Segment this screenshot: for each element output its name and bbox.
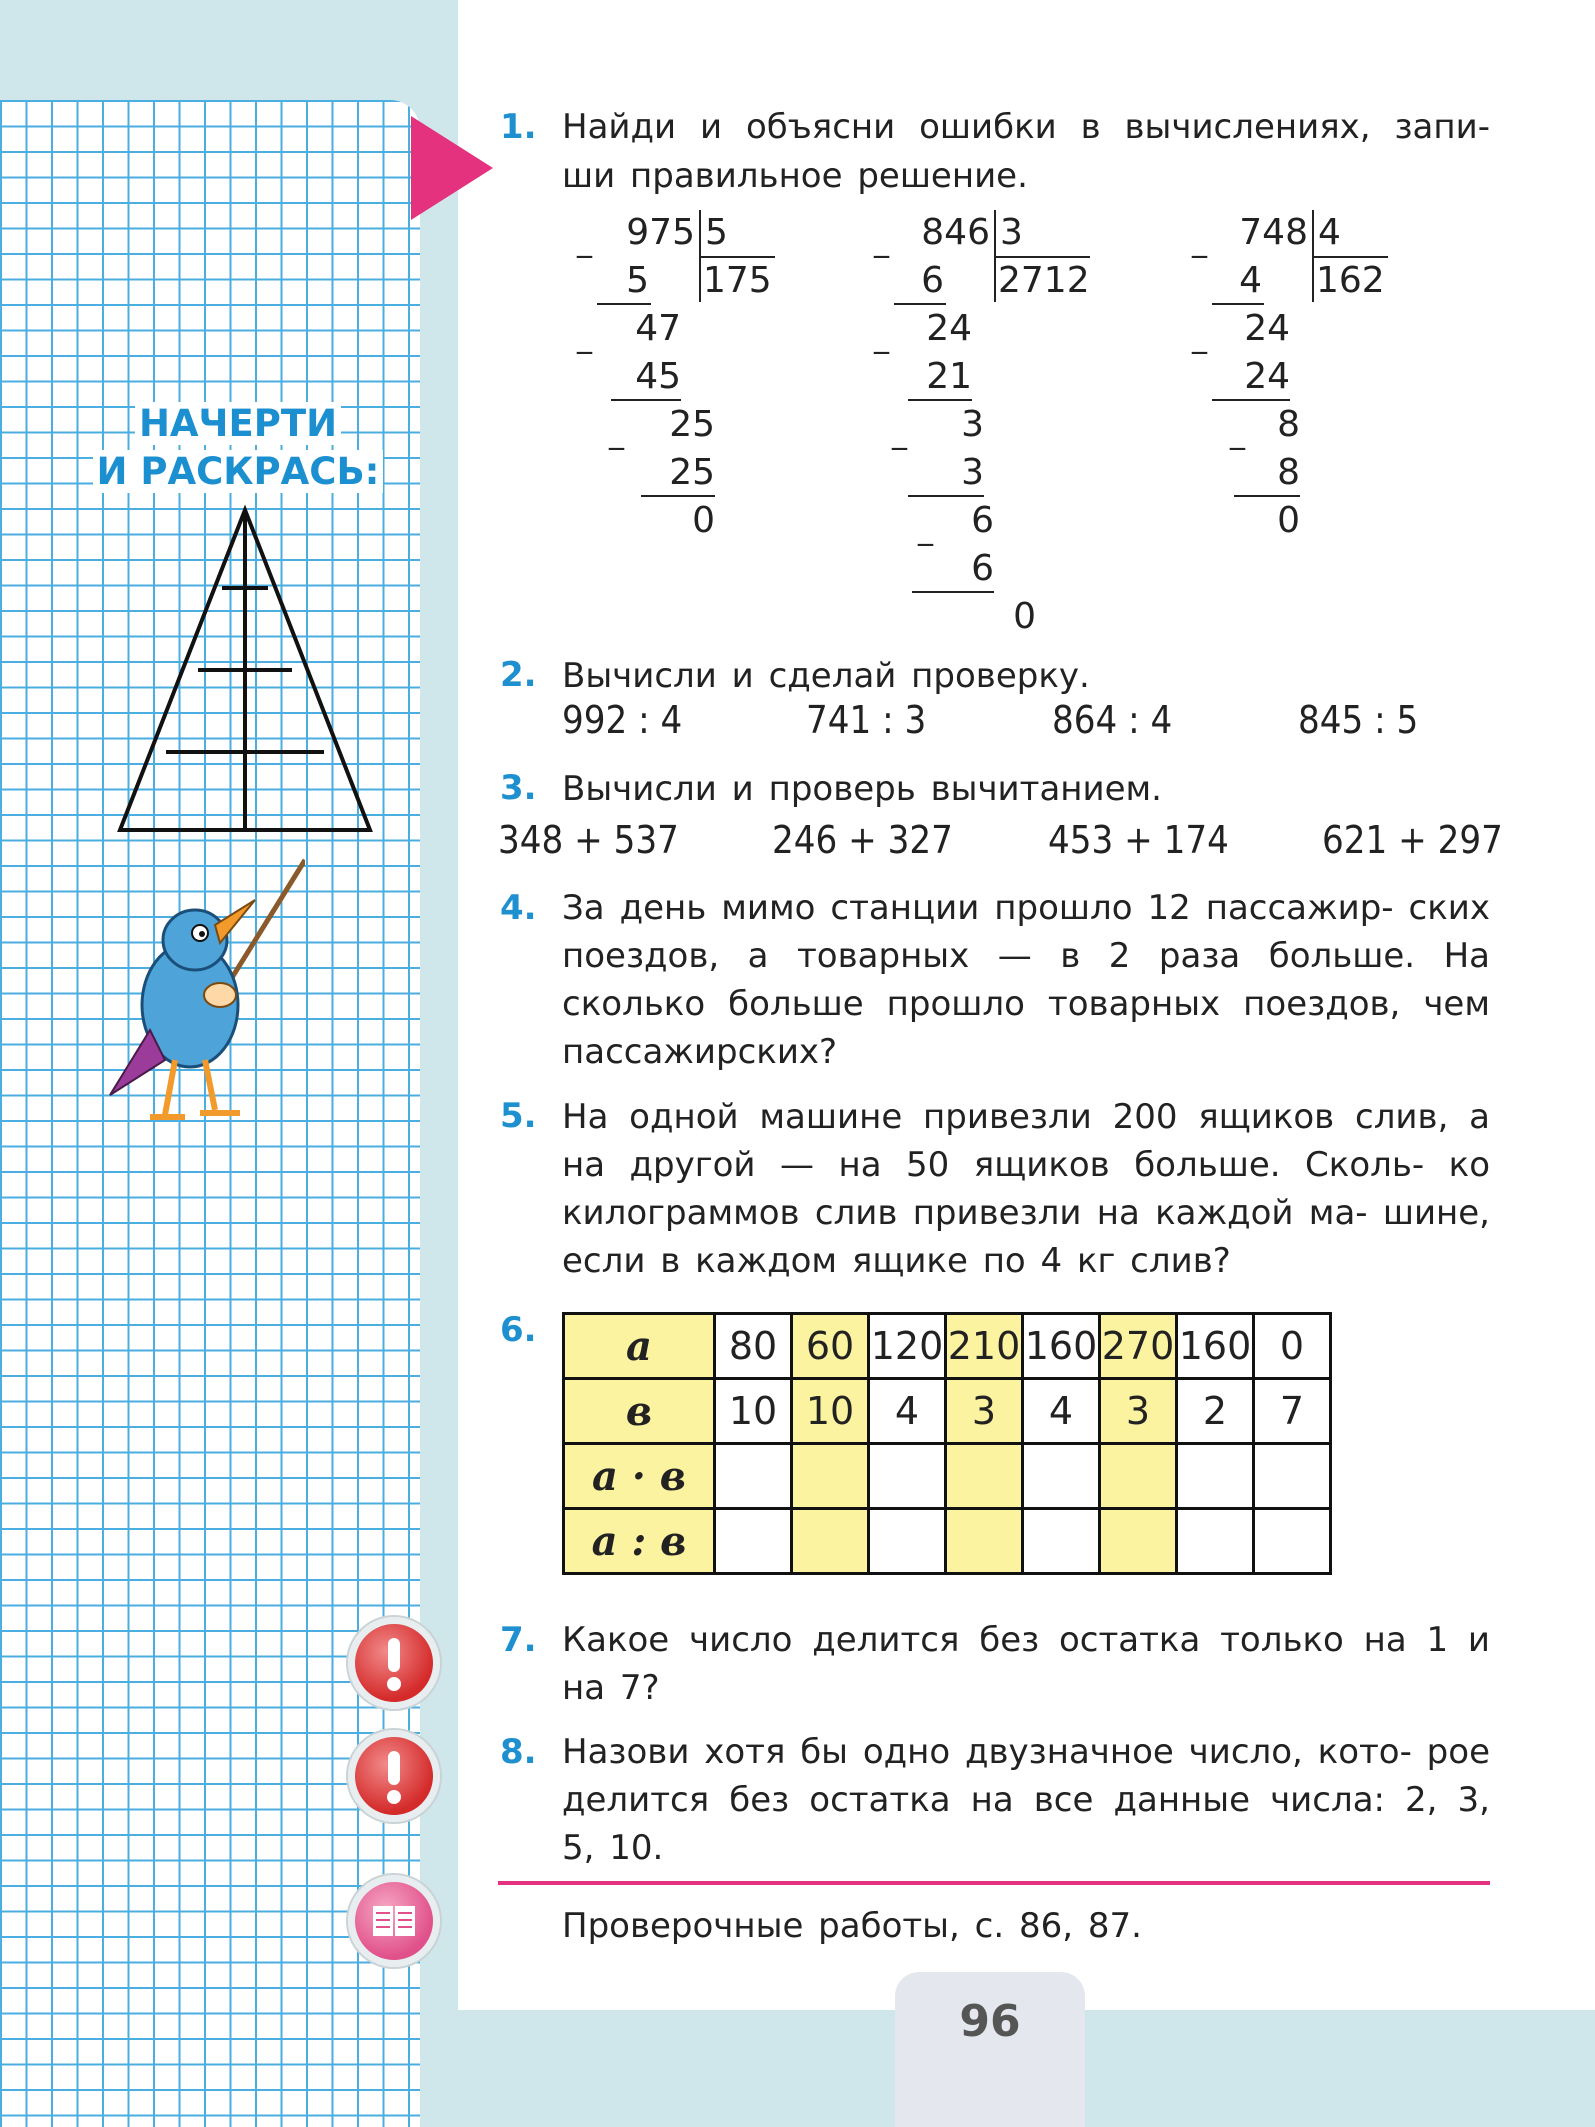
division-dividend: 975 <box>626 212 695 253</box>
division-divisor: 3 <box>1000 212 1023 253</box>
task8-text: Назови хотя бы одно двузначное число, кото- рое делится без остатка на все данные числа: 2, 3, 5, 10. <box>562 1732 1490 1868</box>
table-cell: 3 <box>1100 1379 1177 1444</box>
task2-number: 2. <box>500 655 537 695</box>
table-cell-empty[interactable] <box>1100 1509 1177 1574</box>
division-quotient: 162 <box>1316 260 1385 301</box>
table-row <box>564 1314 1331 1379</box>
table-cell-empty[interactable] <box>792 1444 869 1509</box>
task7-text: Какое число делится без остатка только на 1 и на 7? <box>562 1620 1490 1708</box>
division-step: 24 <box>1244 308 1290 349</box>
table-cell: 80 <box>715 1314 792 1379</box>
table-cell-empty[interactable] <box>869 1509 946 1574</box>
division-step: 25 <box>669 452 715 493</box>
table-cell-empty[interactable] <box>1177 1509 1254 1574</box>
division-dividend: 846 <box>921 212 990 253</box>
division-step: 6 <box>971 500 994 541</box>
sidebar-title-line1: НАЧЕРТИ <box>135 402 341 445</box>
table-row-header: a · в <box>564 1444 715 1509</box>
table-cell: 10 <box>715 1379 792 1444</box>
table-cell: 4 <box>869 1379 946 1444</box>
table-row <box>564 1379 1331 1444</box>
table-cell: 0 <box>1254 1314 1331 1379</box>
table-cell-empty[interactable] <box>1023 1509 1100 1574</box>
table-cell-empty[interactable] <box>946 1444 1023 1509</box>
task5-number: 5. <box>500 1096 537 1136</box>
division-step: 45 <box>635 356 681 397</box>
table-cell: 2 <box>1177 1379 1254 1444</box>
division-quotient: 175 <box>703 260 772 301</box>
division-step: 0 <box>692 500 715 541</box>
task2-expression: 845 : 5 <box>1298 698 1419 742</box>
table-row-header: a : в <box>564 1509 715 1574</box>
division-dividend: 748 <box>1239 212 1308 253</box>
footer-reference: Проверочные работы, с. 86, 87. <box>562 1906 1142 1946</box>
table-cell-empty[interactable] <box>715 1509 792 1574</box>
task2-expression: 741 : 3 <box>806 698 927 742</box>
task2-expression: 992 : 4 <box>562 698 683 742</box>
task3-expression: 453 + 174 <box>1048 818 1229 862</box>
table-cell-empty[interactable] <box>946 1509 1023 1574</box>
division-step: 0 <box>1013 596 1036 637</box>
division-step: 24 <box>1244 356 1290 397</box>
division-step: 0 <box>1277 500 1300 541</box>
task3-text: Вычисли и проверь вычитанием. <box>562 769 1162 809</box>
table-cell: 3 <box>946 1379 1023 1444</box>
division-quotient: 2712 <box>998 260 1090 301</box>
table-cell: 160 <box>1023 1314 1100 1379</box>
division-step: 6 <box>971 548 994 589</box>
page-number: 96 <box>959 1996 1021 2047</box>
division-step: 24 <box>926 308 972 349</box>
table-cell-empty[interactable] <box>869 1444 946 1509</box>
table-cell: 10 <box>792 1379 869 1444</box>
division-step: 3 <box>961 452 984 493</box>
table-row-header: в <box>564 1379 715 1444</box>
table-cell-empty[interactable] <box>1254 1509 1331 1574</box>
table-cell: 4 <box>1023 1379 1100 1444</box>
table-row-header: a <box>564 1314 715 1379</box>
task6-number: 6. <box>500 1310 537 1350</box>
table-cell-empty[interactable] <box>792 1509 869 1574</box>
division-step: 5 <box>626 260 649 301</box>
table-cell: 270 <box>1100 1314 1177 1379</box>
division-step: 21 <box>926 356 972 397</box>
task1-number: 1. <box>500 107 537 147</box>
task3-number: 3. <box>500 768 537 808</box>
task4-number: 4. <box>500 888 537 928</box>
division-step: 25 <box>669 404 715 445</box>
table-cell-empty[interactable] <box>1023 1444 1100 1509</box>
task4-text: За день мимо станции прошло 12 пассажир- ских поездов, а товарных — в 2 раза больше. На сколько больше прошло товарных поездов, чем пассажирских? <box>562 888 1490 1072</box>
page-number-tab <box>895 1972 1085 2127</box>
task3-expression: 246 + 327 <box>772 818 953 862</box>
task6-table <box>562 1312 1332 1575</box>
bird-teacher-illustration <box>105 855 305 1145</box>
division-step: 8 <box>1277 404 1300 445</box>
division-step: 4 <box>1239 260 1262 301</box>
division-step: 47 <box>635 308 681 349</box>
division-step: 3 <box>961 404 984 445</box>
pink-triangle-arrow-icon <box>411 116 493 220</box>
long-division-1: _ 975 5 175 5 _ 47 45 _ 25 25 0 <box>575 210 775 540</box>
task3-expression: 348 + 537 <box>498 818 679 862</box>
table-cell-empty[interactable] <box>1254 1444 1331 1509</box>
long-division-3: _ 748 4 162 4 _ 24 24 _ 8 8 0 <box>1190 210 1390 540</box>
table-cell: 210 <box>946 1314 1023 1379</box>
table-cell: 160 <box>1177 1314 1254 1379</box>
task1-text-line2: ши правильное решение. <box>562 156 1028 196</box>
section-divider <box>498 1881 1490 1885</box>
task3-expression: 621 + 297 <box>1322 818 1503 862</box>
task7-number: 7. <box>500 1620 537 1660</box>
task1-text-line1: Найди и объясни ошибки в вычислениях, запи- <box>562 107 1490 147</box>
table-row <box>564 1509 1331 1574</box>
sidebar-title <box>88 400 388 496</box>
table-cell: 7 <box>1254 1379 1331 1444</box>
division-step: 8 <box>1277 452 1300 493</box>
table-cell: 120 <box>869 1314 946 1379</box>
task5-text: На одной машине привезли 200 ящиков слив, а на другой — на 50 ящиков больше. Сколь- ко килограммов слив привезли на каждой ма- шине, если в каждом ящике по 4 кг слив? <box>562 1097 1490 1281</box>
table-cell: 60 <box>792 1314 869 1379</box>
triangle-drawing <box>110 500 380 840</box>
exclamation-bubble-icon <box>348 1617 440 1709</box>
division-step: 6 <box>921 260 944 301</box>
table-row <box>564 1444 1331 1509</box>
task8-number: 8. <box>500 1732 537 1772</box>
exclamation-bubble-icon <box>348 1730 440 1822</box>
table-cell-empty[interactable] <box>1100 1444 1177 1509</box>
task2-text: Вычисли и сделай проверку. <box>562 656 1090 696</box>
book-icon <box>348 1875 440 1967</box>
division-divisor: 4 <box>1318 212 1341 253</box>
table-cell-empty[interactable] <box>1177 1444 1254 1509</box>
table-cell-empty[interactable] <box>715 1444 792 1509</box>
long-division-2: _ 846 3 2712 6 _ 24 21 _ 3 3 _ 6 6 0 <box>872 210 1092 640</box>
division-divisor: 5 <box>705 212 728 253</box>
sidebar-title-line2: И РАСКРАСЬ: <box>93 450 384 493</box>
task2-expression: 864 : 4 <box>1052 698 1173 742</box>
